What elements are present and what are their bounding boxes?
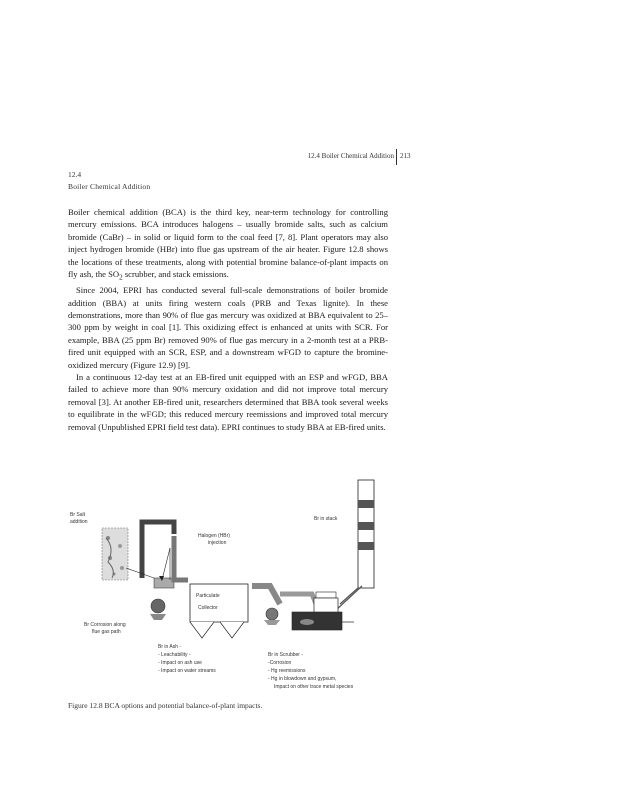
scrubber-label-3: - Hg reemissions (268, 668, 306, 674)
injection-arrows (126, 548, 170, 581)
corrosion-label: Br Corrosion along (84, 622, 126, 628)
flue-gas-path-label: flue gas path (92, 629, 121, 635)
running-header (0, 149, 618, 165)
header-divider (396, 149, 397, 165)
halogen-label: Halogen (HBr) (198, 533, 230, 539)
paragraph-1-part-a: Boiler chemical addition (BCA) is the third key, near-term technology for controlling mercury emissions. BCA introduces halogens – usually bromide salts, such as calcium bromide (CaBr) – in solid or liquid form to the coal feed [7, 8]. Plant operators may also inject hydrogen bromide (HBr) into flue gas upstream of the air heater. Figure 12.8 shows the locations of these treatments, along with potential bromine balance-of-plant impacts on fly ash, the SO (68, 207, 388, 280)
running-head-text: 12.4 Boiler Chemical Addition (307, 152, 394, 160)
injection-label: injection (208, 540, 227, 546)
so2-subscript: 2 (119, 273, 123, 282)
scrubber-label-5: Impact on other trace metal species (274, 684, 354, 690)
section-title: Boiler Chemical Addition (68, 182, 151, 191)
page-number: 213 (400, 152, 411, 160)
bca-figure (62, 476, 392, 694)
scrubber-label-2: -Corrosion (268, 660, 292, 666)
fan-1 (150, 599, 166, 620)
paragraph-2: Since 2004, EPRI has conducted several full-scale demonstrations of boiler bromide addition (BBA) at units firing western coals (PRB and Texas lignite). In these demonstrations, more than 90% of flue gas mercury was oxidized at BBA equivalent to 25–300 ppm by weight in coal [1]. This oxidizing effect is enhanced at units with SCR. For example, BBA (25 ppm Br) removed 90% of flue gas mercury in a 2-month test at a PRB-fired unit equipped with an SCR, ESP, and a downstream wFGD to capture the bromine-oxidized mercury (Figure 12.9) [9]. (68, 285, 388, 370)
scrubber-label-4: - Hg in blowdown and gypsum, (268, 676, 337, 682)
ash-label-4: - Impact on water streams (158, 668, 216, 674)
scrubber (292, 592, 354, 630)
paragraph-3: In a continuous 12-day test at an EB-fired unit equipped with an ESP and wFGD, BBA failed to achieve more than 90% mercury oxidation and did not improve total mercury removal [3]. At another EB-fired unit, researchers determined that BBA took several weeks to equilibrate in the wFGD; this reduced mercury reemissions and improved total mercury removal (Unpublished EPRI field test data). EPRI continues to study BBA at EB-fired units. (68, 372, 388, 432)
br-salt-label: Br Salt (70, 512, 86, 518)
section-number: 12.4 (68, 170, 82, 179)
collector-label: Collector (198, 605, 218, 611)
figure-caption: Figure 12.8 BCA options and potential balance-of-plant impacts. (68, 701, 263, 710)
ash-label-3: - Impact on ash use (158, 660, 202, 666)
br-stack-label: Br in stack (314, 516, 338, 522)
paragraph-1 (68, 206, 388, 284)
fan-2 (264, 608, 280, 625)
addition-label: addition (70, 519, 88, 525)
boiler (102, 528, 128, 580)
particulate-collector (190, 584, 248, 638)
ash-label-1: Br in Ash - (158, 644, 182, 650)
paragraph-1-part-b: scrubber, and stack emissions. (122, 269, 229, 280)
ash-label-2: - Leachability - (158, 652, 191, 658)
body-text (68, 206, 388, 433)
stack (358, 480, 374, 588)
scrubber-label-1: Br in Scrubber - (268, 652, 304, 658)
particulate-label: Particulate (196, 593, 220, 599)
